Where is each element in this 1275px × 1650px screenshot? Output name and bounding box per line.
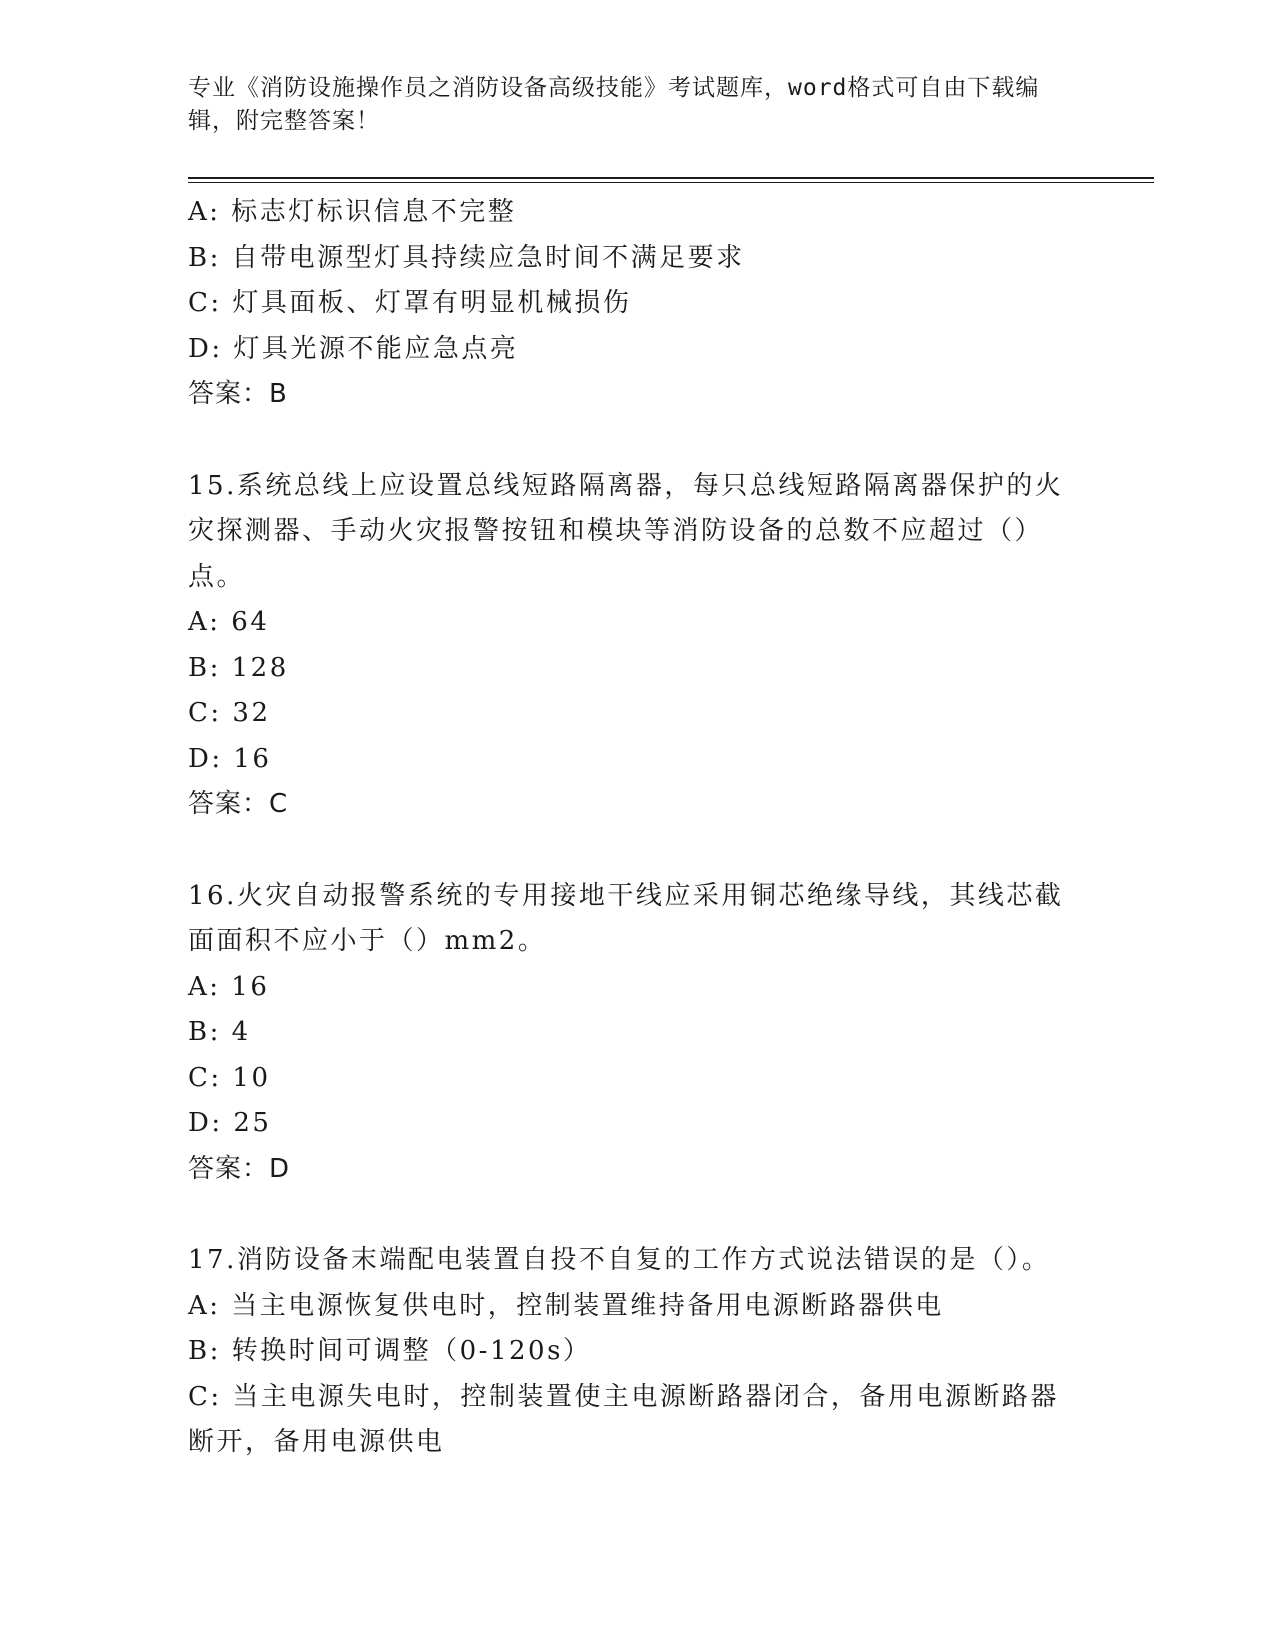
option-b: B: 自带电源型灯具持续应急时间不满足要求 <box>188 242 745 273</box>
option-c: C: 灯具面板、灯罩有明显机械损伤 <box>188 288 632 318</box>
option-b: B: 转换时间可调整（0-120s） <box>188 1336 592 1366</box>
previous-question <box>188 190 1068 418</box>
header-divider-thin <box>188 182 1154 183</box>
question-17 <box>188 1238 1068 1466</box>
answer: 答案：B <box>188 379 288 409</box>
option-d: D: 灯具光源不能应急点亮 <box>188 333 519 364</box>
answer: 答案：C <box>188 789 289 819</box>
option-a: A: 16 <box>188 971 270 1002</box>
option-b: B: 4 <box>188 1017 251 1047</box>
question-content <box>188 190 1068 1466</box>
option-a: A: 64 <box>188 607 270 637</box>
header-divider <box>188 177 1154 179</box>
option-c: C: 当主电源失电时，控制装置使主电源断路器闭合，备用电源断路器断开，备用电源供电 <box>188 1381 1059 1457</box>
option-a: A: 当主电源恢复供电时，控制装置维持备用电源断路器供电 <box>188 1290 944 1321</box>
question-stem: 16.火灾自动报警系统的专用接地干线应采用铜芯绝缘导线，其线芯截面面积不应小于（）mm2。 <box>188 880 1064 956</box>
option-b: B: 128 <box>188 652 289 683</box>
option-a: A: 标志灯标识信息不完整 <box>188 197 517 227</box>
option-d: D: 25 <box>188 1108 272 1138</box>
option-d: D: 16 <box>188 743 272 774</box>
question-16 <box>188 874 1068 1193</box>
document-intro: 专业《消防设施操作员之消防设备高级技能》考试题库，word格式可自由下载编辑，附完整答案！ <box>188 75 1040 134</box>
question-stem: 17.消防设备末端配电装置自投不自复的工作方式说法错误的是（）。 <box>188 1245 1051 1275</box>
question-15 <box>188 464 1068 828</box>
option-c: C: 10 <box>188 1062 271 1093</box>
option-c: C: 32 <box>188 698 271 728</box>
question-stem: 15.系统总线上应设置总线短路隔离器，每只总线短路隔离器保护的火灾探测器、手动火灾报警按钮和模块等消防设备的总数不应超过（）点。 <box>188 470 1064 592</box>
answer: 答案：D <box>188 1153 291 1184</box>
